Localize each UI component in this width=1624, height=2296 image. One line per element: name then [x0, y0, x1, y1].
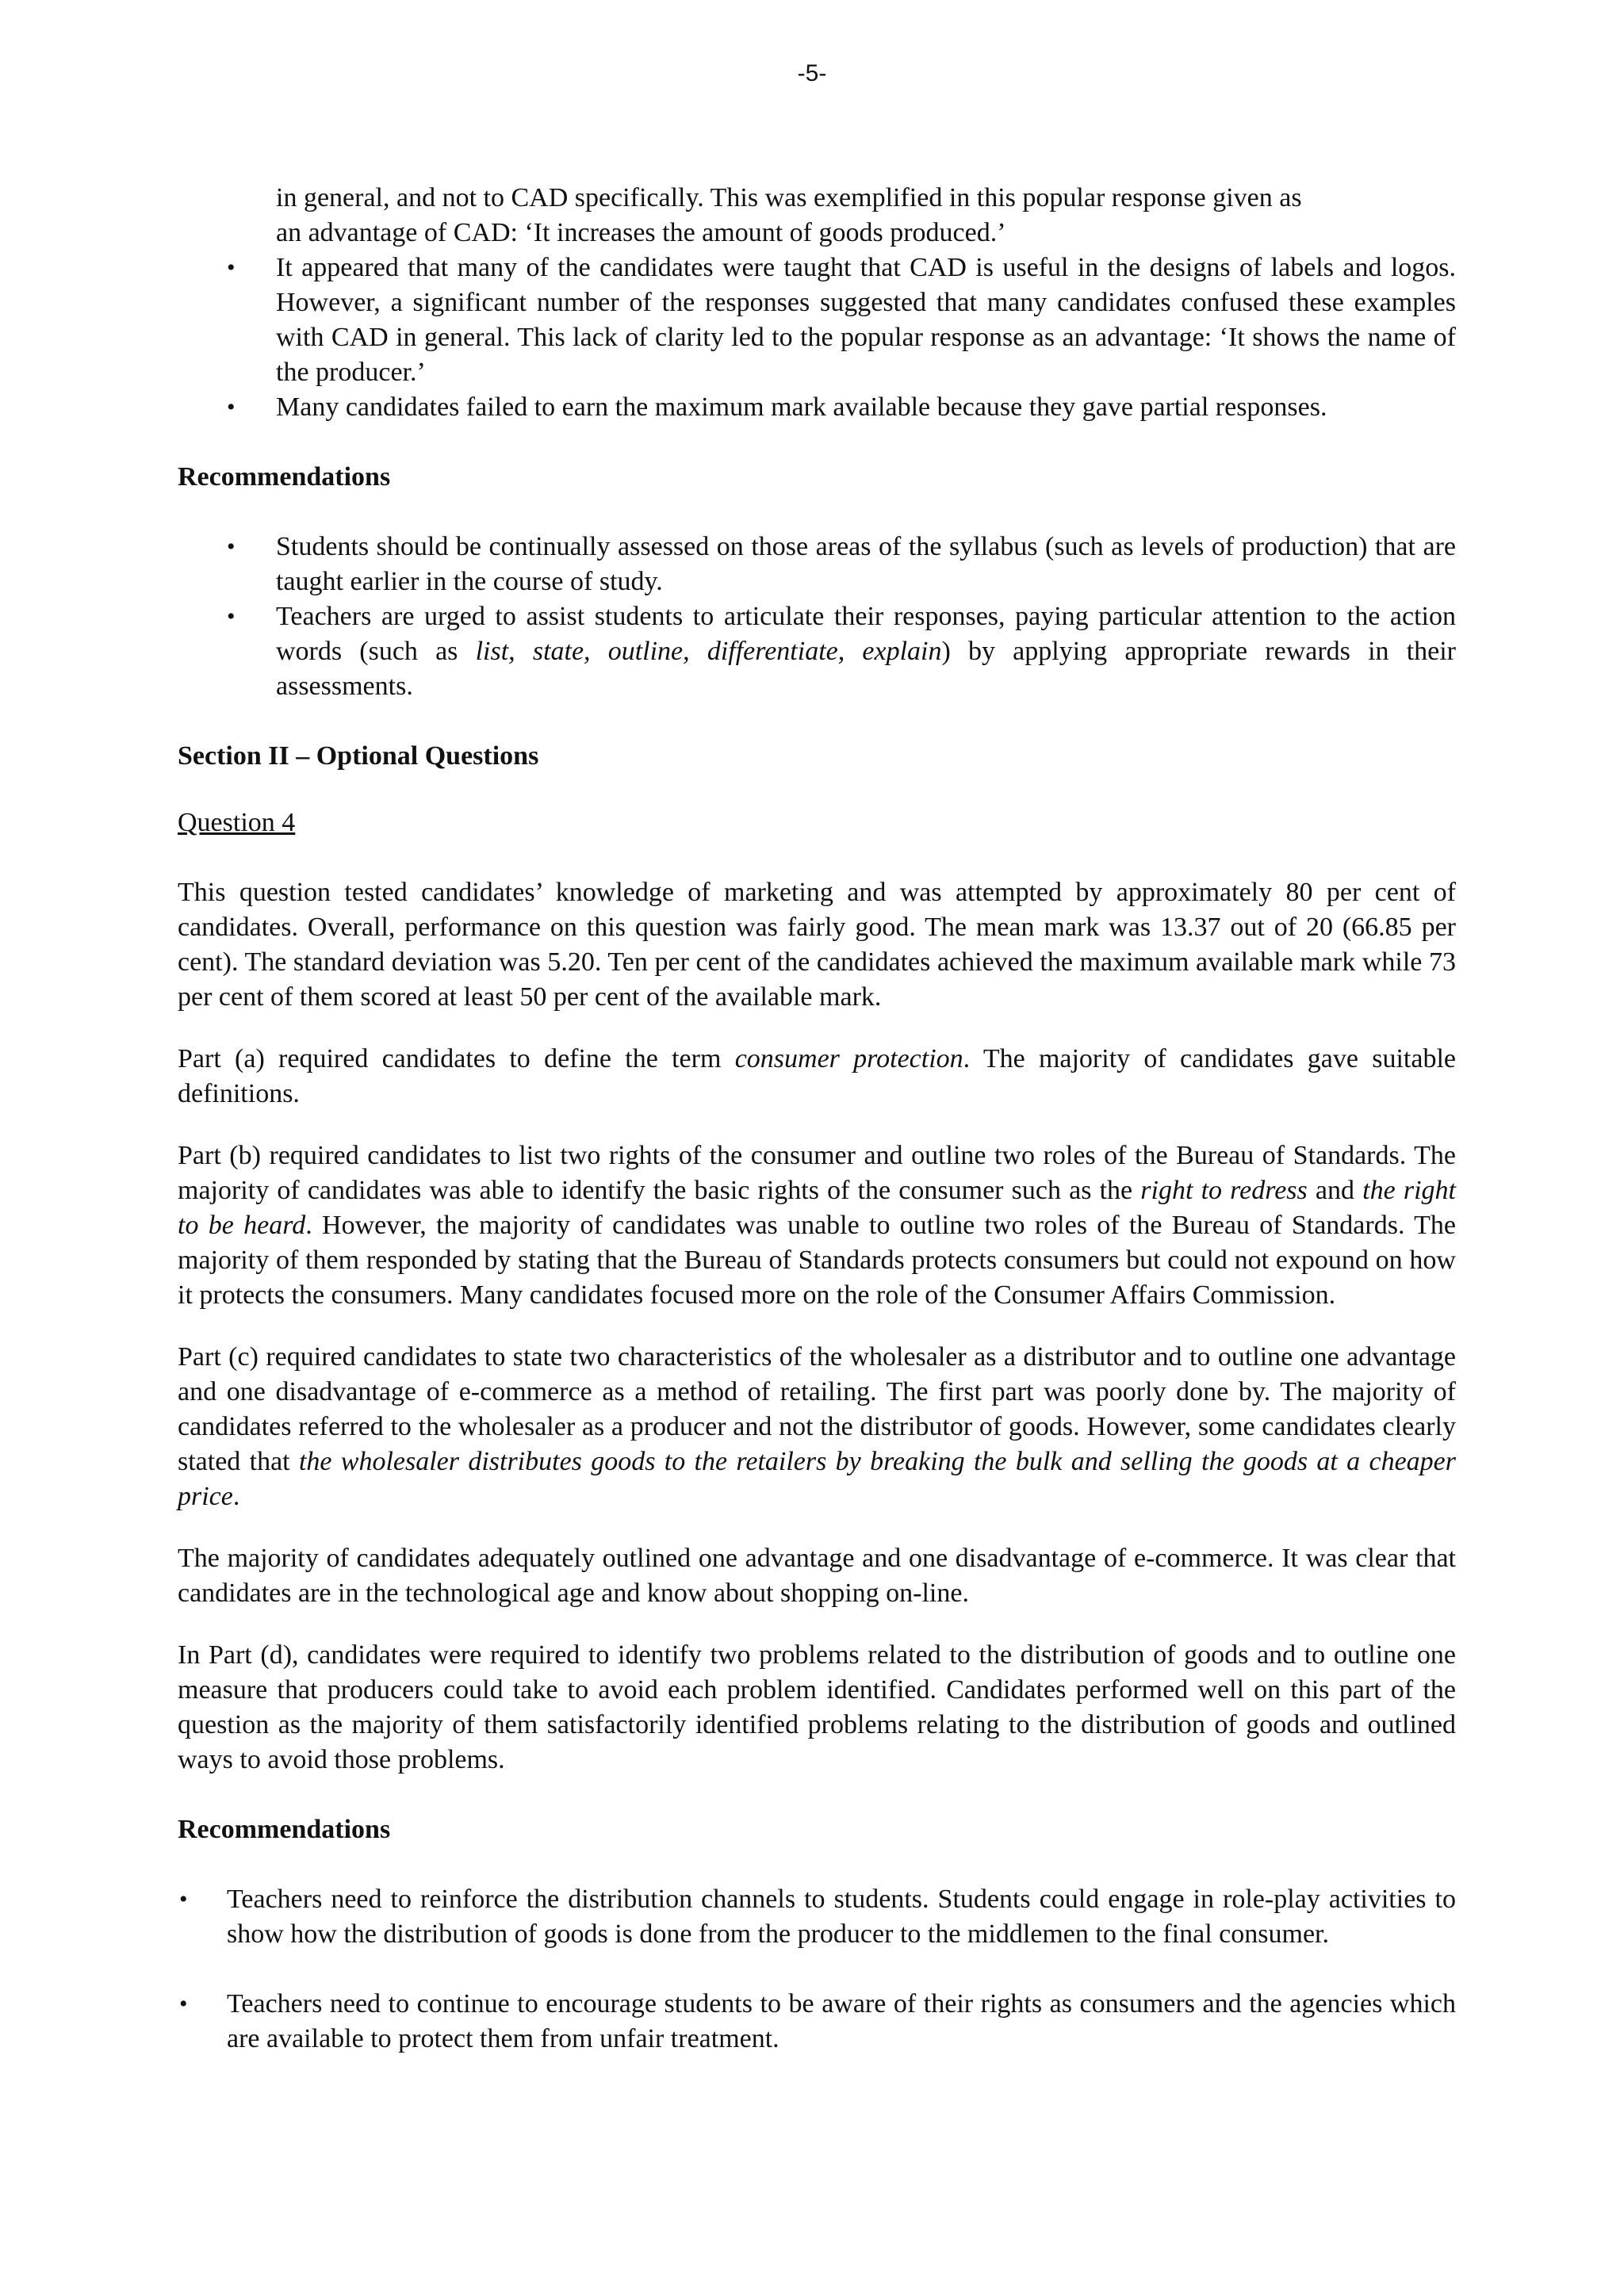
list-item-text: Teachers need to continue to encourage students to be aware of their rights as consumers and the agencies which are available to protect them from unfair treatment.	[227, 1989, 1456, 2053]
bullet-icon: •	[227, 534, 236, 560]
section-heading: Section II – Optional Questions	[178, 741, 539, 771]
recommendations-heading-2: Recommendations	[178, 1815, 391, 1844]
list-item-text: Many candidates failed to earn the maximum mark available because they gave partial responses.	[276, 392, 1327, 422]
part-b-term-1: right to redress	[1140, 1176, 1308, 1205]
bullet-icon: •	[179, 1991, 188, 2017]
list-item	[178, 1882, 1456, 1952]
part-b-term-2: the right to be heard	[178, 1176, 1456, 1240]
part-c-quote: the wholesaler distributes goods to the retailers by breaking the bulk and selling the goods at a cheaper price	[178, 1447, 1456, 1511]
recommendations-list-1	[178, 530, 1456, 704]
list-item-text-after: ) by applying appropriate rewards in their assessments.	[276, 637, 1457, 701]
list-item	[178, 530, 1456, 599]
question-label: Question 4	[178, 808, 296, 837]
part-a-term: consumer protection	[734, 1044, 963, 1073]
continuation-line-2: an advantage of CAD: ‘It increases the amount of goods produced.’	[276, 218, 1006, 247]
ecommerce-paragraph: The majority of candidates adequately outlined one advantage and one disadvantage of e-commerce. It was clear that candidates are in the technological age and know about shopping on-line.	[178, 1544, 1456, 1608]
part-d-paragraph: In Part (d), candidates were required to identify two problems related to the distribution of goods and to outline one measure that producers could take to avoid each problem identified. Candidates performed well on this part of the question as the majority of them satisfactorily identified problems relating to the distribution of goods and outlined ways to avoid those problems.	[178, 1640, 1456, 1774]
document-body	[178, 181, 1456, 2057]
list-item-text: Students should be continually assessed on those areas of the syllabus (such as levels of production) that are taught earlier in the course of study.	[276, 532, 1456, 596]
part-a-text: Part (a) required candidates to define the term	[178, 1044, 735, 1073]
recommendations-list-2	[178, 1882, 1456, 2057]
intro-bullet-list	[178, 251, 1456, 425]
list-item	[178, 390, 1456, 425]
part-c-text: Part (c) required candidates to state two characteristics of the wholesaler as a distributor and to outline one advantage and one disadvantage of e-commerce as a method of retailing. The first part was poorly done by. The majority of candidates referred to the wholesaler as a producer and not the distributor of goods. However, some candidates clearly stated that	[178, 1342, 1456, 1476]
list-item	[178, 599, 1456, 704]
recommendations-heading-1: Recommendations	[178, 462, 391, 492]
part-b-paragraph	[178, 1138, 1456, 1313]
bullet-icon: •	[227, 254, 236, 281]
bullet-icon: •	[227, 603, 236, 629]
list-item	[178, 251, 1456, 390]
part-a-text-after: . The majority of candidates gave suitable definitions.	[178, 1044, 1456, 1108]
continuation-line-1: in general, and not to CAD specifically. This was exemplified in this popular response given as	[276, 183, 1302, 212]
action-words: list, state, outline, differentiate, explain	[475, 637, 942, 666]
part-c-text-after: .	[232, 1482, 240, 1511]
list-item	[178, 1987, 1456, 2057]
question-overview-paragraph: This question tested candidates’ knowledge of marketing and was attempted by approximately 80 per cent of candidates. Overall, performance on this question was fairly good. The mean mark was 13.37 out of 20 (66.85 per cent). The standard deviation was 5.20. Ten per cent of the candidates achieved the maximum available mark while 73 per cent of them scored at least 50 per cent of the available mark.	[178, 878, 1456, 1012]
part-b-text-1: Part (b) required candidates to list two rights of the consumer and outline two roles of the Bureau of Standards. The majority of candidates was able to identify the basic rights of the consumer such as the	[178, 1141, 1456, 1205]
page-number: -5-	[797, 60, 827, 86]
part-b-text-2: and	[1307, 1176, 1363, 1205]
list-item-text: It appeared that many of the candidates were taught that CAD is useful in the designs of labels and logos. However, a significant number of the responses suggested that many candidates confused these examples with CAD in general. This lack of clarity led to the popular response as an advantage: ‘It shows the name of the producer.’	[276, 253, 1456, 387]
list-item-text: Teachers need to reinforce the distribution channels to students. Students could engage in role-play activities to show how the distribution of goods is done from the producer to the middlemen to the final consumer.	[227, 1885, 1456, 1949]
part-c-paragraph	[178, 1340, 1456, 1514]
bullet-icon: •	[227, 394, 236, 420]
part-a-paragraph	[178, 1042, 1456, 1112]
part-b-text-3: . However, the majority of candidates was unable to outline two roles of the Bureau of Standards. The majority of them responded by stating that the Bureau of Standards protects consumers but could not expound on how it protects the consumers. Many candidates focused more on the role of the Consumer Affairs Commission.	[178, 1211, 1456, 1310]
list-item-text-before: Teachers are urged to assist students to articulate their responses, paying particular attention to the action words (such as	[276, 602, 1456, 666]
bullet-icon: •	[179, 1886, 188, 1912]
